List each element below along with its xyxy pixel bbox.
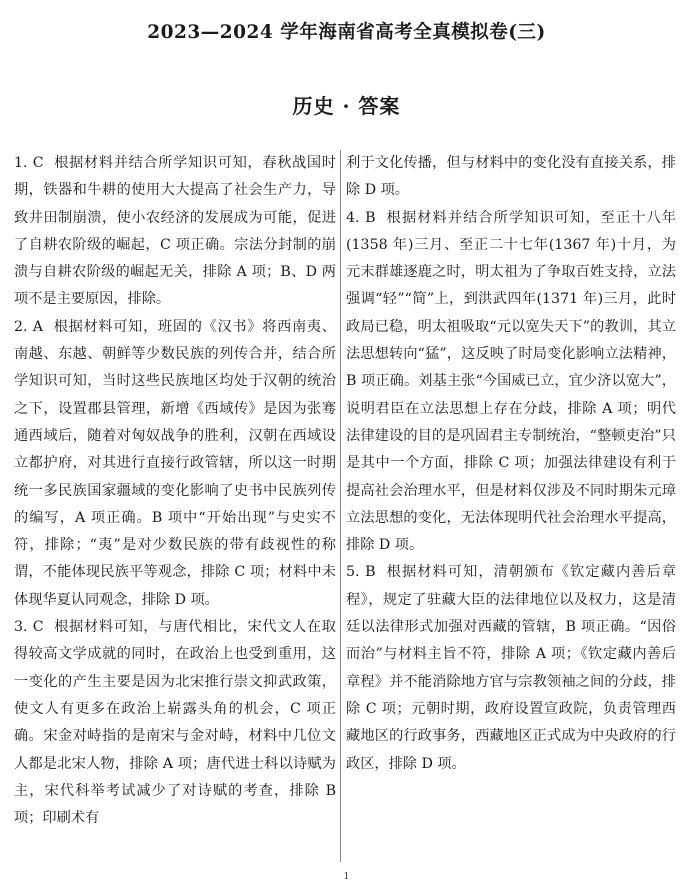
answer-text: 根据材料可知，与唐代相比，宋代文人在取得较高文学成就的同时，在政治上也受到重用，这一变化的产生主要是因为北宋推行崇文抑武政策，使文人有更多在政治上崭露头角的机会，C 项正确。宋金对峙指的是南宋与金对峙，材料中几位文人都是北宋人物，排除 A 项；唐代进士科以诗赋为主，宋代科举考试减少了对诗赋的考查，排除 B 项；印刷术有 xyxy=(14,619,336,827)
answer-item-continued xyxy=(346,150,676,205)
answer-text: 根据材料可知，清朝颁布《钦定藏内善后章程》，规定了驻藏大臣的法律地位以及权力，这是清廷以法律形式加强对西藏的管辖，B 项正确。“因俗而治”与材料主旨不符，排除 A 项；《钦定藏内善后章程》并不能消除地方官与宗教领袖之间的分歧，排除 C 项；元朝时期，政府设置宣政院，负责管理西藏地区的行政事务，西藏地区正式成为中央政府的行政区，排除 D 项。 xyxy=(346,564,676,772)
answer-number: 2. A xyxy=(14,318,43,335)
answer-item xyxy=(14,314,336,614)
answer-text: 根据材料并结合所学知识可知，至正十八年(1358 年)三月、至正二十七年(1367 年)十月，为元末群雄逐鹿之时，明太祖为了争取百姓支持，立法强调“轻”“简”上，到洪武四年(1371 年)三月，此时政局已稳，明太祖吸取“元以宽失天下”的教训，其立法思想转向“猛”，这反映了时局变化影响立法精神，B 项正确。刘基主张“今国威已立，宜少济以宽大”，说明君臣在立法思想上存在分歧，排除 A 项；明代法律建设的目的是巩固君主专制统治，“整顿吏治”只是其中一个方面，排除 C 项；加强法律建设有利于提高社会治理水平，但是材料仅涉及不同时期朱元璋立法思想的变化，无法体现明代社会治理水平提高，排除 D 项。 xyxy=(346,209,676,554)
answer-number: 4. B xyxy=(346,209,376,226)
page-number: 1 xyxy=(343,872,350,882)
right-column xyxy=(346,150,676,778)
answer-item xyxy=(14,614,336,832)
answer-number: 1. C xyxy=(14,155,44,171)
left-column xyxy=(14,150,336,832)
answer-text: 根据材料可知，班固的《汉书》将西南夷、南越、东越、朝鲜等少数民族的列传合并，结合所学知识可知，当时这些民族地区均处于汉朝的统治之下，设置郡县管理，新增《西域传》是因为张骞通西域后，随着对匈奴战争的胜利，汉朝在西域设立都护府，对其进行直接行政管辖，所以这一时期统一多民族国家疆域的变化影响了史书中民族列传的编写，A 项正确。B 项中“开始出现”与史实不符，排除；“夷”是对少数民族的带有歧视性的称谓，不能体现民族平等观念，排除 C 项；材料中未体现华夏认同观念，排除 D 项。 xyxy=(14,318,336,608)
answer-number: 3. C xyxy=(14,619,44,636)
answer-number: 5. B xyxy=(346,564,376,581)
subject-heading: 历史 · 答案 xyxy=(292,94,401,118)
answer-item xyxy=(14,150,336,314)
answer-text: 利于文化传播，但与材料中的变化没有直接关系，排除 D 项。 xyxy=(346,155,676,199)
answer-item xyxy=(346,559,676,777)
column-divider xyxy=(340,150,341,862)
answer-text: 根据材料并结合所学知识可知，春秋战国时期，铁器和牛耕的使用大大提高了社会生产力，导致井田制崩溃，使小农经济的发展成为可能，促进了自耕农阶级的崛起，C 项正确。宗法分封制的崩溃与自耕农阶级的崛起无关，排除 A 项；B、D 两项不是主要原因，排除。 xyxy=(14,155,336,308)
document-title: 2023—2024 学年海南省高考全真模拟卷(三) xyxy=(147,22,546,43)
answer-item xyxy=(346,205,676,560)
